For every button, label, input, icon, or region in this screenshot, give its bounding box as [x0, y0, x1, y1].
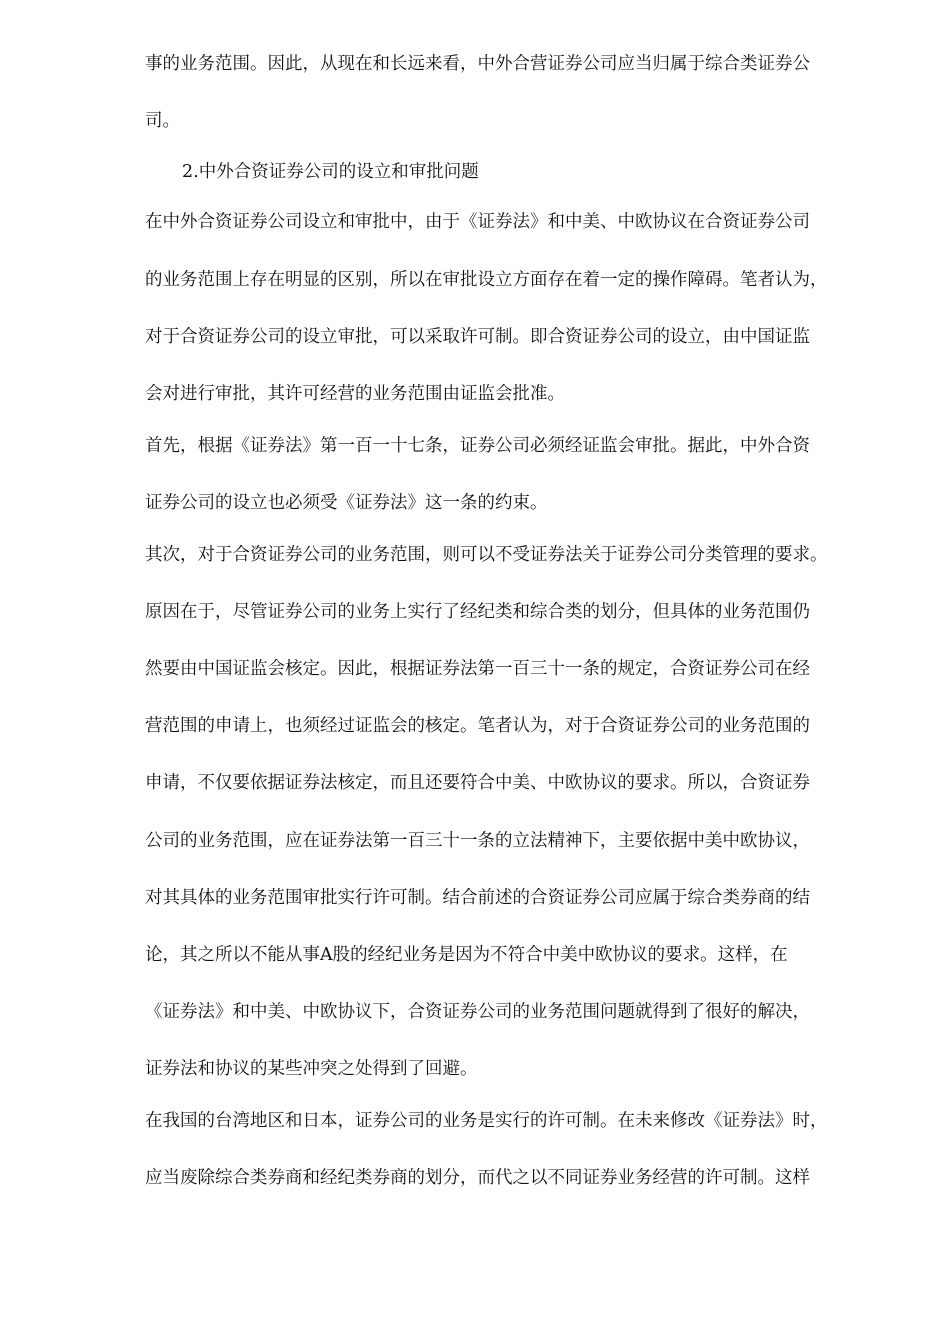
text-line: 首先，根据《证券法》第一百一十七条，证券公司必须经证监会审批。据此，中外合资	[145, 436, 810, 456]
text-line: 申请，不仅要依据证券法核定，而且还要符合中美、中欧协议的要求。所以，合资证券	[145, 773, 810, 793]
text-line: 然要由中国证监会核定。因此，根据证券法第一百三十一条的规定，合资证券公司在经	[145, 659, 810, 679]
text-line: 司。	[145, 111, 180, 131]
text-line: 对于合资证券公司的设立审批，可以采取许可制。即合资证券公司的设立，由中国证监	[145, 327, 810, 347]
text-line: 应当废除综合类券商和经纪类券商的划分，而代之以不同证券业务经营的许可制。这样	[145, 1168, 810, 1188]
text-line: 在我国的台湾地区和日本，证券公司的业务是实行的许可制。在未来修改《证券法》时，	[145, 1111, 828, 1131]
text-line: 论，其之所以不能从事A股的经纪业务是因为不符合中美中欧协议的要求。这样，在	[145, 945, 788, 965]
text-line: 的业务范围上存在明显的区别，所以在审批设立方面存在着一定的操作障碍。笔者认为，	[145, 270, 828, 290]
text-line: 在中外合资证券公司设立和审批中，由于《证券法》和中美、中欧协议在合资证券公司	[145, 212, 810, 232]
text-line: 其次，对于合资证券公司的业务范围，则可以不受证券法关于证券公司分类管理的要求。	[145, 545, 828, 565]
text-line: 《证券法》和中美、中欧协议下，合资证券公司的业务范围问题就得到了很好的解决，	[145, 1002, 810, 1022]
text-line: 事的业务范围。因此，从现在和长远来看，中外合营证券公司应当归属于综合类证券公	[145, 54, 810, 74]
text-line: 对其具体的业务范围审批实行许可制。结合前述的合资证券公司应属于综合类券商的结	[145, 888, 810, 908]
text-line: 会对进行审批，其许可经营的业务范围由证监会批准。	[145, 384, 565, 404]
text-line: 原因在于，尽管证券公司的业务上实行了经纪类和综合类的划分，但具体的业务范围仍	[145, 602, 810, 622]
text-line: 公司的业务范围，应在证券法第一百三十一条的立法精神下，主要依据中美中欧协议，	[145, 831, 810, 851]
text-line: 证券公司的设立也必须受《证券法》这一条的约束。	[145, 493, 548, 513]
section-heading: 2.中外合资证券公司的设立和审批问题	[182, 162, 479, 182]
text-line: 证券法和协议的某些冲突之处得到了回避。	[145, 1059, 478, 1079]
text-line: 营范围的申请上，也须经过证监会的核定。笔者认为，对于合资证券公司的业务范围的	[145, 716, 810, 736]
